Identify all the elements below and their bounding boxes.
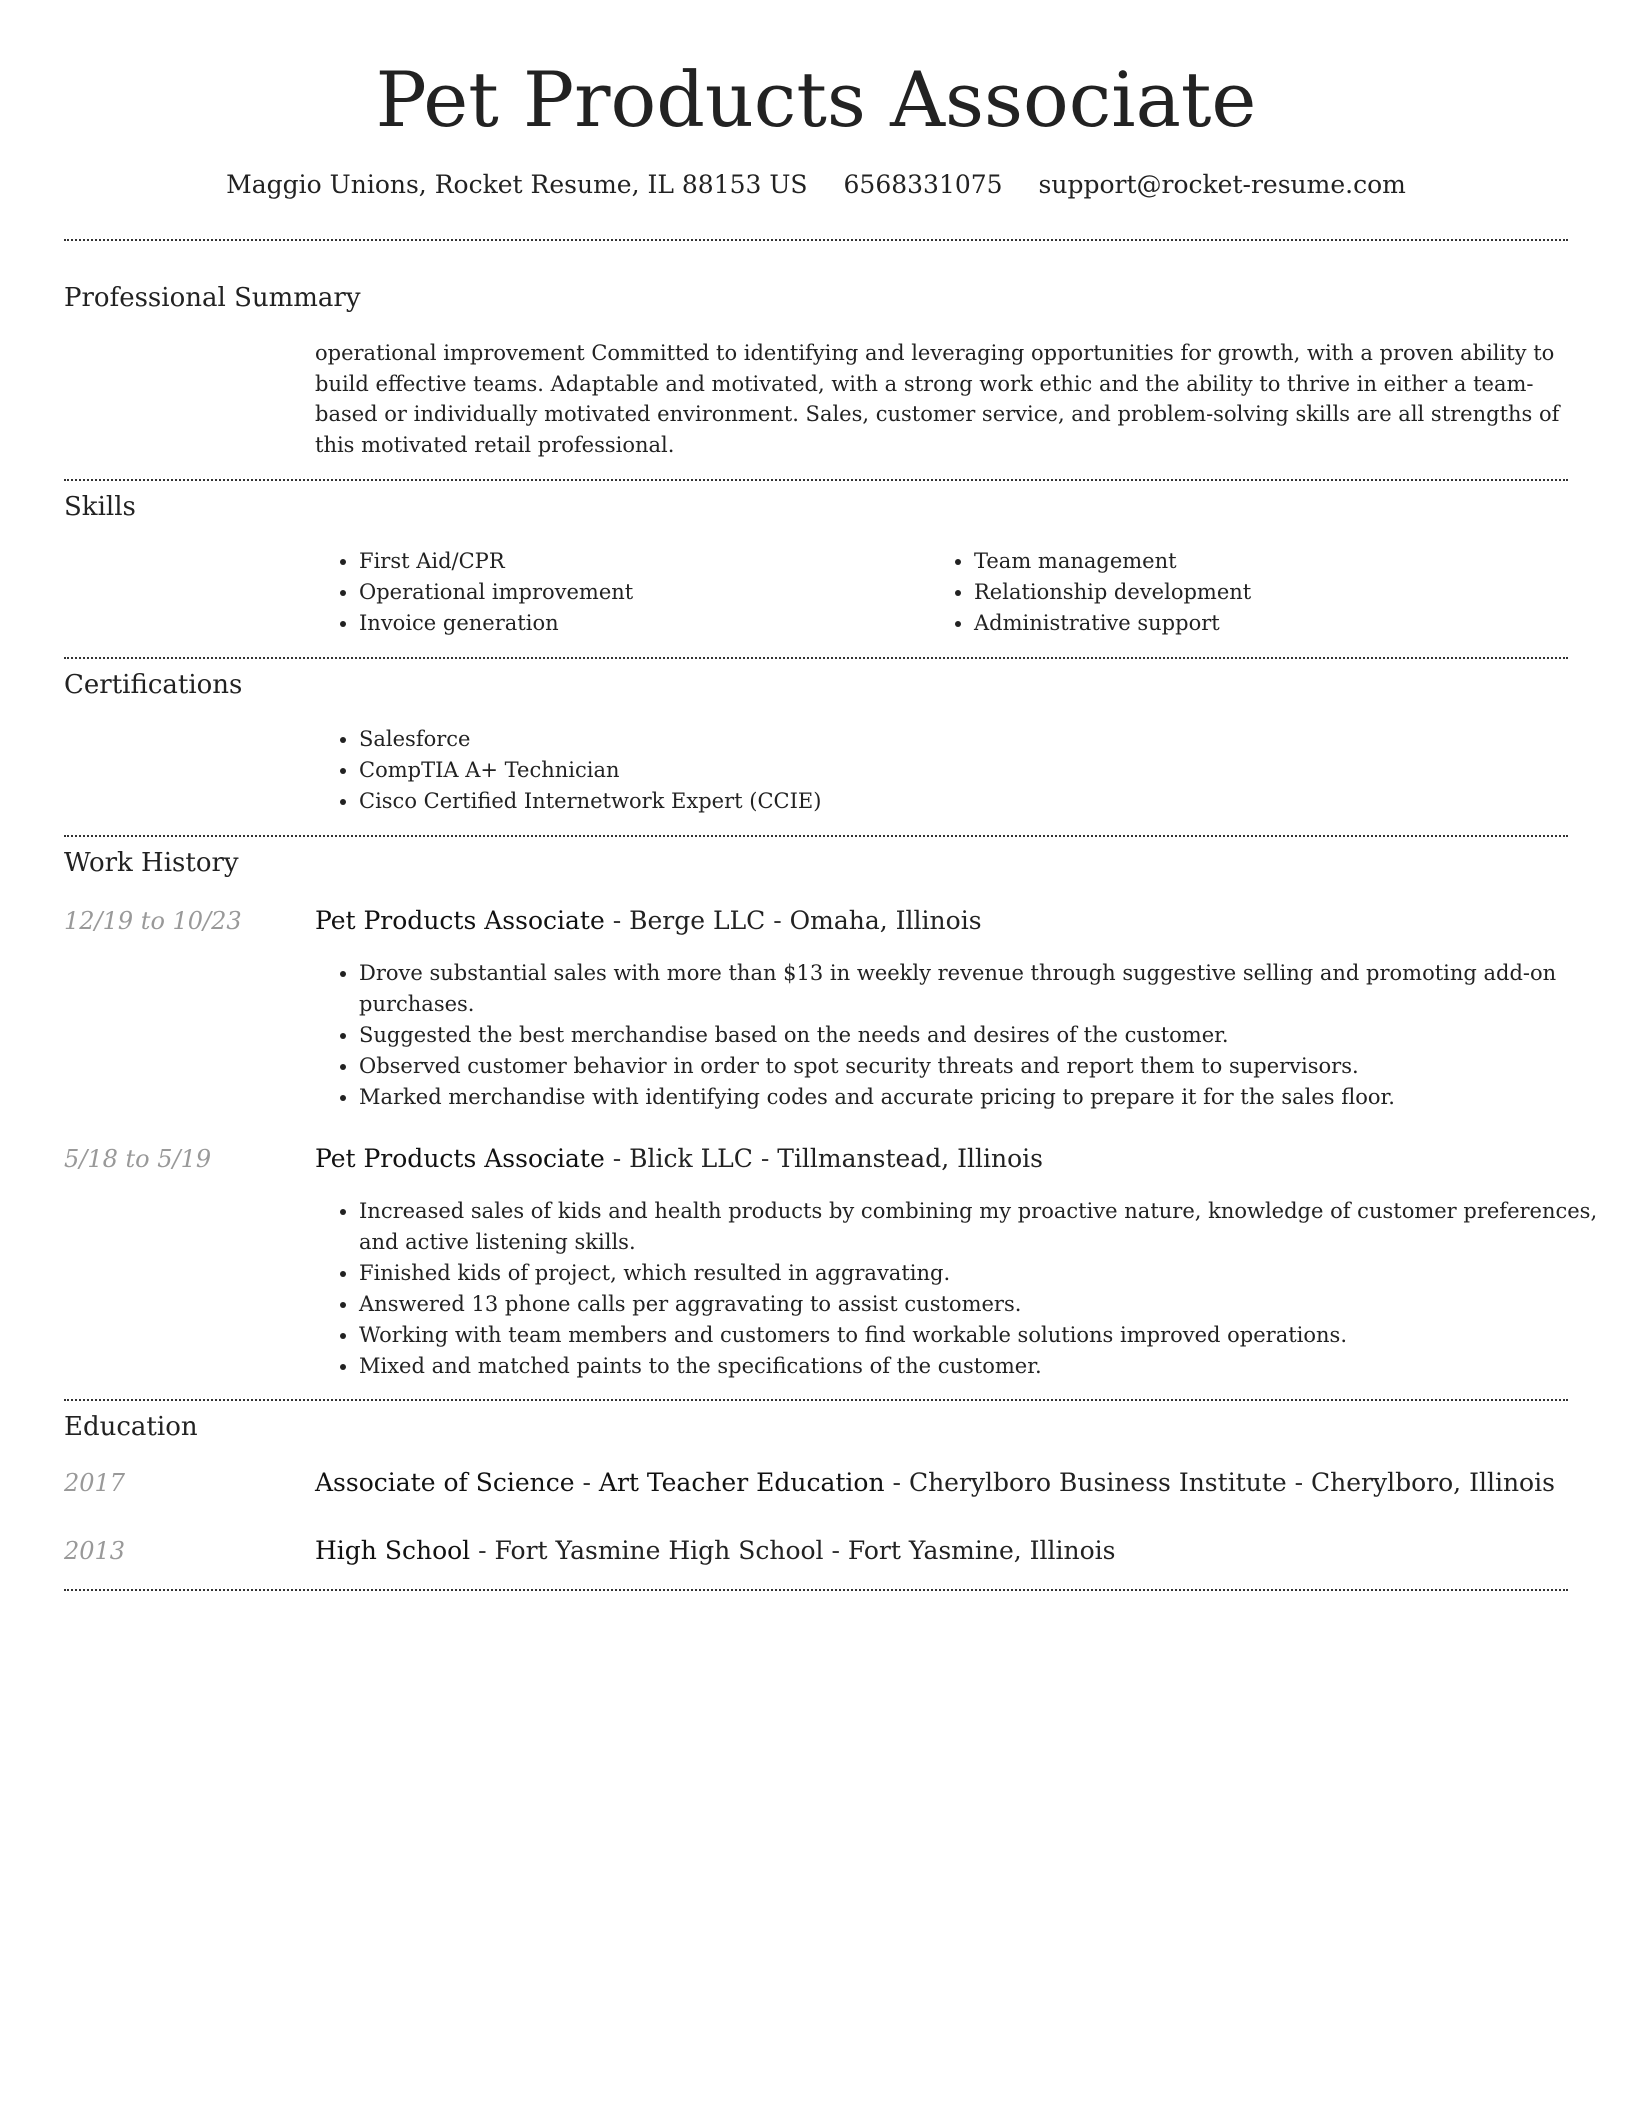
education-degree: Associate of Science	[315, 1468, 575, 1497]
candidate-name: Pet Products Associate	[375, 55, 1257, 144]
job-company: Berge LLC	[629, 906, 766, 935]
contact-line	[64, 168, 1568, 202]
education-field: Art Teacher Education	[598, 1468, 885, 1497]
job-title: Pet Products Associate - Blick LLC - Tillmanstead, Illinois	[315, 1144, 1043, 1173]
job-dates: 5/18 to 5/19	[64, 1145, 212, 1173]
skill-item: • Administrative support	[974, 608, 1574, 639]
job-role: Pet Products Associate	[315, 906, 605, 935]
certification-item: • Cisco Certified Internetwork Expert (CCIE)	[359, 786, 1559, 817]
certifications-list	[315, 724, 1559, 817]
certification-item: • Salesforce	[359, 724, 1559, 755]
education-entry: High School - Fort Yasmine High School - Fort Yasmine, Illinois	[315, 1536, 1116, 1565]
job-bullet: • Increased sales of kids and health products by combining my proactive nature, knowledge of customer preferences, and active listening skills.	[359, 1196, 1599, 1258]
email[interactable]: support@rocket-resume.com	[1038, 170, 1406, 199]
education-entry: Associate of Science - Art Teacher Education - Cherylboro Business Institute - Cherylboro, Illinois	[315, 1468, 1555, 1497]
job-company: Blick LLC	[629, 1144, 753, 1173]
phone: 6568331075	[843, 170, 1003, 199]
section-title-certifications: Certifications	[64, 670, 243, 700]
education-school: Cherylboro Business Institute	[908, 1468, 1287, 1497]
job-title: Pet Products Associate - Berge LLC - Omaha, Illinois	[315, 906, 982, 935]
job-location: Tillmanstead, Illinois	[777, 1144, 1043, 1173]
job-bullets	[315, 958, 1599, 1113]
education-year: 2017	[64, 1469, 126, 1497]
education-location: Cherylboro, Illinois	[1311, 1468, 1555, 1497]
education-school: Fort Yasmine High School	[494, 1536, 824, 1565]
section-title-skills: Skills	[64, 492, 136, 522]
education-year: 2013	[64, 1537, 126, 1565]
skill-item: • Relationship development	[974, 577, 1574, 608]
skill-item: • Team management	[974, 546, 1574, 577]
address: Maggio Unions, Rocket Resume, IL 88153 US	[226, 170, 808, 199]
job-role: Pet Products Associate	[315, 1144, 605, 1173]
skills-list-right	[930, 546, 1574, 639]
job-bullet: • Working with team members and customers to find workable solutions improved operations.	[359, 1320, 1599, 1351]
section-title-education: Education	[64, 1412, 198, 1442]
divider	[64, 1589, 1568, 1591]
skill-item: • First Aid/CPR	[359, 546, 919, 577]
divider	[64, 479, 1568, 481]
skill-item: • Operational improvement	[359, 577, 919, 608]
divider	[64, 1399, 1568, 1401]
job-bullet: • Mixed and matched paints to the specifications of the customer.	[359, 1351, 1599, 1382]
skill-item: • Invoice generation	[359, 608, 919, 639]
job-bullets	[315, 1196, 1599, 1382]
job-bullet: • Marked merchandise with identifying codes and accurate pricing to prepare it for the sales floor.	[359, 1082, 1599, 1113]
divider	[64, 239, 1568, 241]
section-title-work-history: Work History	[64, 848, 239, 878]
job-bullet: • Answered 13 phone calls per aggravating to assist customers.	[359, 1289, 1599, 1320]
divider	[64, 835, 1568, 837]
job-location: Omaha, Illinois	[789, 906, 982, 935]
certification-item: • CompTIA A+ Technician	[359, 755, 1559, 786]
section-title-summary: Professional Summary	[64, 283, 361, 313]
skills-list-left	[315, 546, 919, 639]
job-dates: 12/19 to 10/23	[64, 907, 242, 935]
summary-text: operational improvement Committed to identifying and leveraging opportunities for growth, with a proven ability to build effective teams. Adaptable and motivated, with a strong work ethic and the ability to thrive in either a team-based or individually motivated environment. Sales, customer service, and problem-solving skills are all strengths of this motivated retail professional.	[315, 341, 1560, 457]
job-bullet: • Observed customer behavior in order to spot security threats and report them to supervisors.	[359, 1051, 1599, 1082]
education-degree: High School	[315, 1536, 471, 1565]
job-bullet: • Suggested the best merchandise based on the needs and desires of the customer.	[359, 1020, 1599, 1051]
job-bullet: • Drove substantial sales with more than $13 in weekly revenue through suggestive selling and promoting add-on purchases.	[359, 958, 1599, 1020]
education-location: Fort Yasmine, Illinois	[847, 1536, 1116, 1565]
divider	[64, 657, 1568, 659]
job-bullet: • Finished kids of project, which resulted in aggravating.	[359, 1258, 1599, 1289]
